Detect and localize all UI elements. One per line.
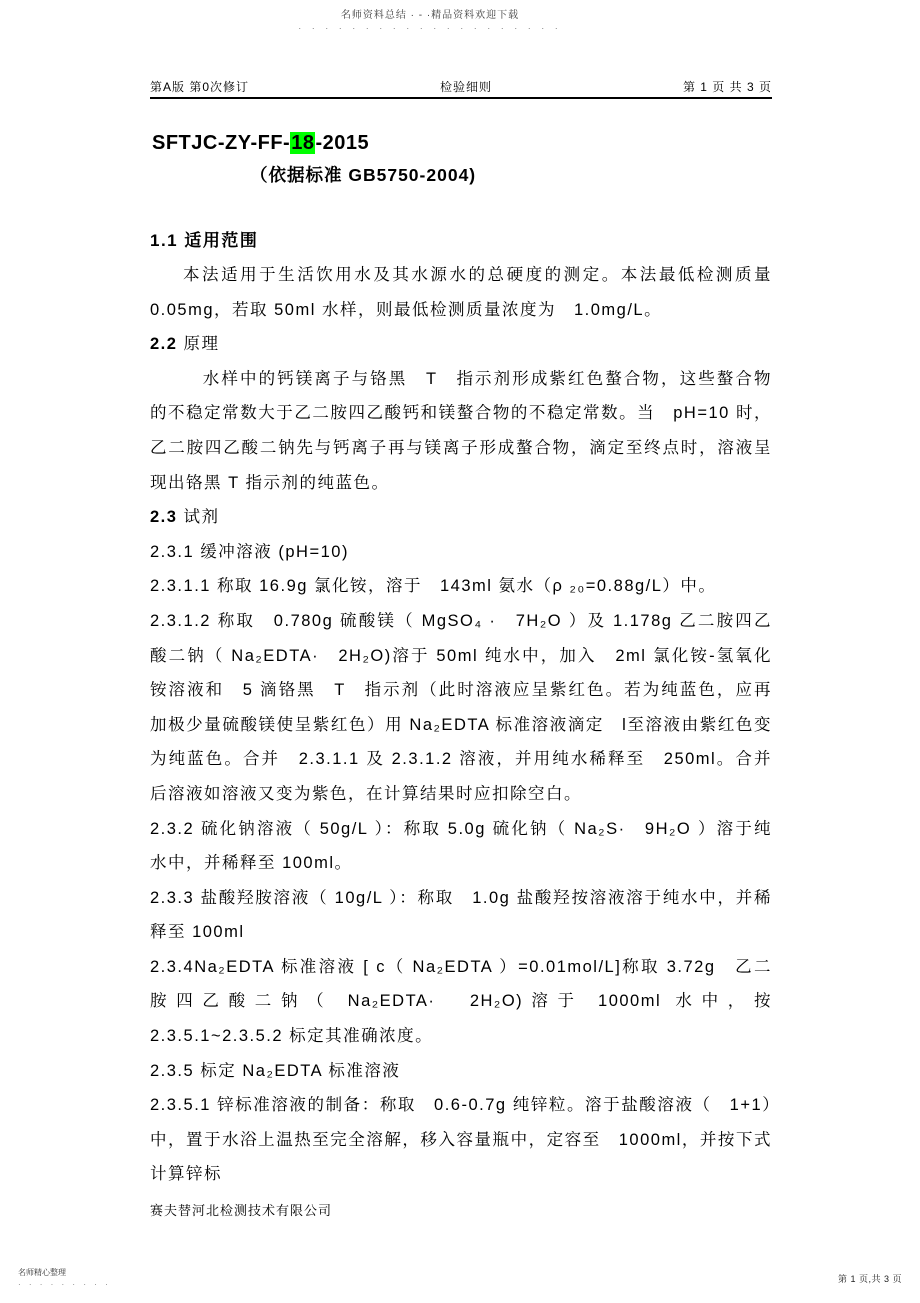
- reagent-item-2-3-1-2: 2.3.1.2 称取 0.780g 硫酸镁（ MgSO₄ · 7H₂O ）及 1.178g 乙二胺四乙酸二钠（ Na₂EDTA· 2H₂O)溶于 50ml 纯水中，加入 2ml 氯化铵-氢氧化铵溶液和 5 滴铬黑 T 指示剂（此时溶液应呈紫红色。若为纯蓝色，应再加极少量硫酸镁使呈紫红色）用 Na₂EDTA 标准溶液滴定 l至溶液由紫红色变为纯蓝色。合并 2.3.1.1 及 2.3.1.2 溶液，并用纯水稀释至 250ml。合并后溶液如溶液又变为紫色，在计算结果时应扣除空白。: [150, 611, 772, 803]
- watermark-bottom: [18, 1267, 111, 1289]
- document-code: [152, 130, 772, 156]
- reagent-item-2-3-1: 2.3.1 缓冲溶液 (pH=10): [150, 542, 349, 561]
- section-2-2-number: 2.2: [150, 335, 178, 354]
- document-body: [150, 130, 790, 1192]
- watermark-top-dots: · · · · · · · · · · · · · · · · · · · ·: [298, 23, 562, 33]
- header-doc-type-label: 检验细则: [439, 80, 492, 94]
- watermark-top: [0, 6, 860, 33]
- reagent-item-2-3-5-1: 2.3.5.1 锌标准溶液的制备：称取 0.6-0.7g 纯锌粒。溶于盐酸溶液（ 1+1）中，置于水浴上温热至完全溶解，移入容量瓶中，定容至 1000ml，并按下式计算锌标: [150, 1096, 772, 1184]
- watermark-bottom-text: 名师精心整理: [18, 1268, 66, 1277]
- reagent-item-2-3-1-1: 2.3.1.1 称取 16.9g 氯化铵，溶于 143ml 氨水（ρ ₂₀=0.88g/L）中。: [150, 577, 717, 596]
- reagent-item-2-3-5: 2.3.5 标定 Na₂EDTA 标准溶液: [150, 1061, 401, 1080]
- header-divider: [150, 97, 772, 99]
- reagent-item-2-3-4: 2.3.4Na₂EDTA 标准溶液 [ c（ Na₂EDTA ）=0.01mol/L]称取 3.72g 乙二胺四乙酸二钠（ Na₂EDTA· 2H₂O)溶于 1000ml 水中，按 2.3.5.1~2.3.5.2 标定其准确浓度。: [150, 957, 790, 1046]
- section-2-3-heading: [150, 500, 772, 535]
- document-standard-reference: （依据标准 GB5750-2004): [250, 165, 477, 185]
- reagent-item-2-3-2: 2.3.2 硫化钠溶液（ 50g/L ）：称取 5.0g 硫化钠（ Na₂S· 9H₂O ）溶于纯水中，并稀释至 100ml。: [150, 819, 772, 873]
- header-page-indicator: 第 1 页 共 3 页: [682, 80, 772, 94]
- section-2-3-number: 2.3: [150, 508, 178, 527]
- document-code-suffix: -2015: [315, 132, 370, 154]
- watermark-bottom-dots: · · · · · · · · ·: [18, 1280, 111, 1289]
- page-header: [150, 78, 772, 95]
- section-2-2-paragraph: 水样中的钙镁离子与铬黑 T 指示剂形成紫红色螯合物，这些螯合物的不稳定常数大于乙二胺四乙酸钙和镁螯合物的不稳定常数。当 pH=10 时，乙二胺四乙酸二钠先与钙离子再与镁离子形成螯合物，滴定至终点时，溶液呈现出铬黑 T 指示剂的纯蓝色。: [150, 369, 772, 492]
- document-code-prefix: SFTJC-ZY-FF-: [152, 132, 291, 154]
- section-2-2-label: 原理: [177, 335, 220, 354]
- footer-company-name: 赛夫替河北检测技术有限公司: [150, 1203, 333, 1218]
- watermark-top-text: 名师资料总结 · - ·精品资料欢迎下载: [340, 10, 520, 21]
- document-code-highlighted-number: 18: [291, 132, 315, 154]
- section-2-3-label: 试剂: [177, 508, 220, 527]
- footer-page-indicator: 第 1 页,共 3 页: [837, 1274, 902, 1284]
- section-1-1-paragraph: 本法适用于生活饮用水及其水源水的总硬度的测定。本法最低检测质量 0.05mg，若取 50ml 水样，则最低检测质量浓度为 1.0mg/L。: [150, 266, 772, 319]
- section-2-2-heading: [150, 327, 772, 362]
- reagent-item-2-3-3: 2.3.3 盐酸羟胺溶液（ 10g/L ）：称取 1.0g 盐酸羟按溶液溶于纯水中，并稀释至 100ml: [150, 888, 772, 942]
- header-version-label: 第A版 第0次修订: [150, 80, 250, 94]
- section-1-1-heading: 1.1 适用范围: [150, 231, 259, 250]
